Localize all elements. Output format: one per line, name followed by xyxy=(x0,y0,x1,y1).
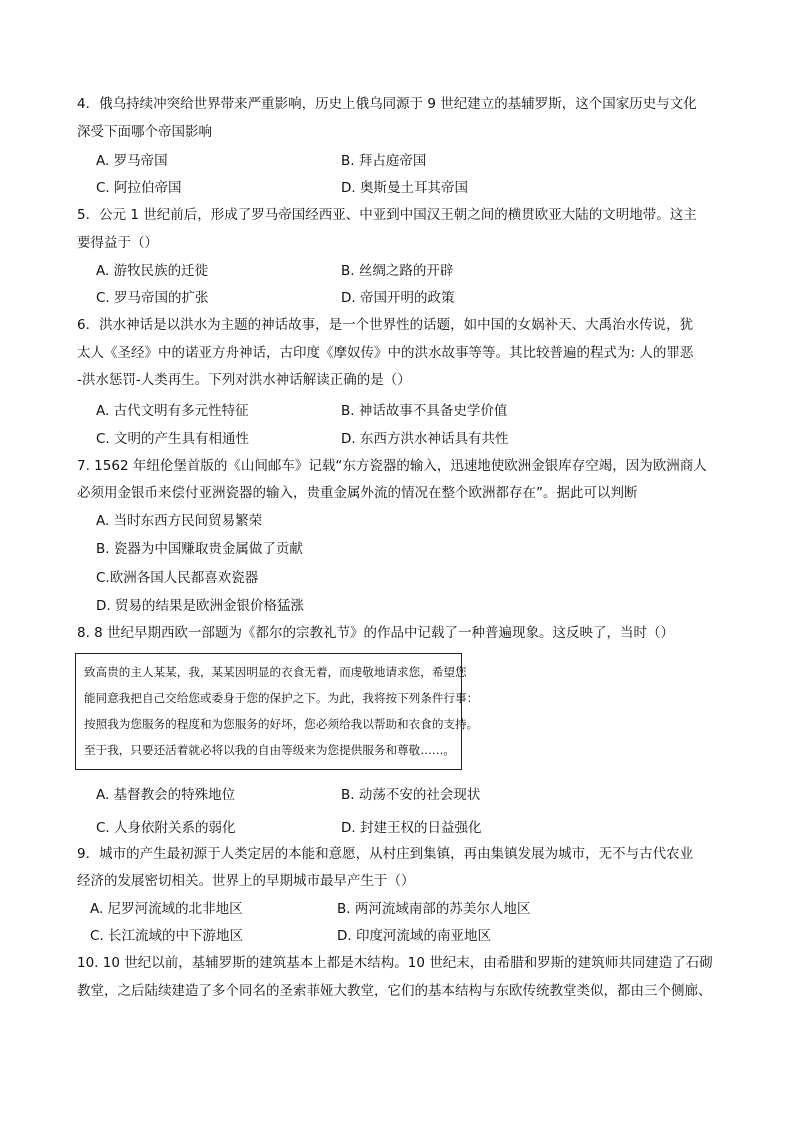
q7-option-c[interactable]: C.欧洲各国人民都喜欢瓷器 xyxy=(96,570,259,586)
q4-option-b[interactable]: B. 拜占庭帝国 xyxy=(341,153,427,169)
q7-option-a[interactable]: A. 当时东西方民间贸易繁荣 xyxy=(96,513,263,529)
q9-option-b[interactable]: B. 两河流域南部的苏美尔人地区 xyxy=(337,901,531,917)
q6-option-b[interactable]: B. 神话故事不具备史学价值 xyxy=(341,403,508,419)
q8-option-d[interactable]: D. 封建王权的日益强化 xyxy=(341,820,482,836)
q5-option-d[interactable]: D. 帝国开明的政策 xyxy=(341,290,455,306)
q9-option-d[interactable]: D. 印度河流域的南亚地区 xyxy=(337,928,491,944)
q9-stem-line2: 经济的发展密切相关。世界上的早期城市最早产生于（） xyxy=(77,873,415,889)
q6-option-c[interactable]: C. 文明的产生具有相通性 xyxy=(96,431,250,447)
q4-option-c[interactable]: C. 阿拉伯帝国 xyxy=(96,180,182,196)
q8-option-b[interactable]: B. 动荡不安的社会现状 xyxy=(341,787,481,803)
q4-stem-line1: 4．俄乌持续冲突给世界带来严重影响，历史上俄乌同源于 9 世纪建立的基辅罗斯，这个国家历史与文化 xyxy=(77,96,697,112)
q4-option-a[interactable]: A. 罗马帝国 xyxy=(96,153,168,169)
q9-option-a[interactable]: A. 尼罗河流域的北非地区 xyxy=(90,901,243,917)
q6-option-d[interactable]: D. 东西方洪水神话具有共性 xyxy=(341,431,509,447)
q9-option-c[interactable]: C. 长江流域的中下游地区 xyxy=(90,928,244,944)
q9-stem-line1: 9．城市的产生最初源于人类定居的本能和意愿，从村庄到集镇，再由集镇发展为城市，无不与古代农业 xyxy=(77,846,694,862)
q5-stem-line1: 5．公元 1 世纪前后，形成了罗马帝国经西亚、中亚到中国汉王朝之间的横贯欧亚大陆的文明地带。这主 xyxy=(77,207,697,223)
q7-stem-line2: 必须用金银币来偿付亚洲瓷器的输入，贵重金属外流的情况在整个欧洲都存在”。据此可以判断 xyxy=(77,485,638,501)
q6-stem-line1: 6．洪水神话是以洪水为主题的神话故事，是一个世界性的话题，如中国的女娲补天、大禹治水传说，犹 xyxy=(77,317,694,333)
q4-option-d[interactable]: D. 奥斯曼土耳其帝国 xyxy=(341,180,468,196)
q5-option-a[interactable]: A. 游牧民族的迁徙 xyxy=(96,263,209,279)
q7-option-b[interactable]: B. 瓷器为中国赚取贵金属做了贡献 xyxy=(96,541,303,557)
q10-stem-line1: 10. 10 世纪以前，基辅罗斯的建筑基本上都是木结构。10 世纪末，由希腊和罗斯的建筑师共同建造了石砌 xyxy=(77,955,713,971)
q4-stem-line2: 深受下面哪个帝国影响 xyxy=(77,124,212,140)
q5-stem-line2: 要得益于（） xyxy=(77,235,158,251)
q8-option-a[interactable]: A. 基督教会的特殊地位 xyxy=(96,787,236,803)
q10-stem-line2: 教堂，之后陆续建造了多个同名的圣索菲娅大教堂，它们的基本结构与东欧传统教堂类似，都由三个侧廊、 xyxy=(77,983,712,999)
q5-option-c[interactable]: C. 罗马帝国的扩张 xyxy=(96,290,209,306)
q8-source-box xyxy=(75,653,479,770)
q8-stem-line1: 8. 8 世纪早期西欧一部题为《都尔的宗教礼节》的作品中记载了一种普遍现象。这反映了，当时（） xyxy=(77,625,675,641)
q7-option-d[interactable]: D. 贸易的结果是欧洲金银价格猛涨 xyxy=(96,598,304,614)
q8-option-c[interactable]: C. 人身依附关系的弱化 xyxy=(96,820,236,836)
q5-option-b[interactable]: B. 丝绸之路的开辟 xyxy=(341,263,454,279)
q8-source-line2: 能同意我把自己交给您或委身于您的保护之下。为此，我将按下列条件行事： xyxy=(84,691,479,705)
q8-source-line3: 按照我为您服务的程度和为您服务的好坏，您必须给我以帮助和衣食的支持。 xyxy=(84,717,479,731)
q8-source-line1: 致高贵的主人某某，我，某某因明显的衣食无着，而虔敬地请求您，希望您 xyxy=(84,665,467,679)
q6-stem-line3: -洪水惩罚-人类再生。下列对洪水神话解读正确的是（） xyxy=(77,372,411,388)
q6-stem-line2: 太人《圣经》中的诺亚方舟神话，古印度《摩奴传》中的洪水故事等等。其比较普遍的程式为: 人的罪恶 xyxy=(77,345,694,361)
q8-source-line4: 至于我，只要还活着就必将以我的自由等级来为您提供服务和尊敬……。 xyxy=(84,743,456,757)
q7-stem-line1: 7. 1562 年纽伦堡首版的《山间邮车》记载“东方瓷器的输入，迅速地使欧洲金银库存空竭，因为欧洲商人 xyxy=(77,458,707,474)
q6-option-a[interactable]: A. 古代文明有多元性特征 xyxy=(96,403,249,419)
